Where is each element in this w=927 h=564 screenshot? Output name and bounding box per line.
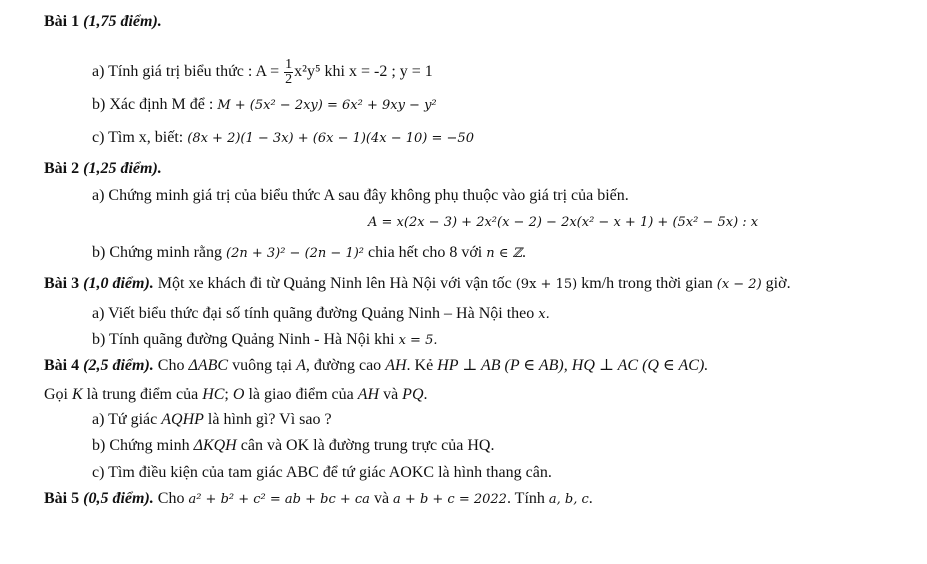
- bai4-a: [92, 410, 332, 430]
- bai3-a-label: a) Viết biểu thức đại số tính quãng đường Quảng Ninh – Hà Nội theo: [92, 305, 539, 322]
- bai1-a-rhs: x²y⁵: [294, 63, 321, 81]
- bai3-a-var: x.: [538, 307, 550, 322]
- bai4-a-rest: là hình gì? Vì sao ?: [203, 411, 332, 428]
- bai4-line2f: .: [423, 386, 428, 403]
- bai4-hc: HC: [202, 386, 225, 403]
- bai1-a-label: a) Tính giá trị biểu thức :: [92, 63, 256, 81]
- bai1-a-frac-den: 2: [285, 72, 293, 87]
- bai4-points: (2,5 điểm).: [83, 357, 154, 374]
- bai4-b-label: b) Chứng minh: [92, 437, 194, 454]
- bai4-intro3: , đường cao: [305, 357, 386, 374]
- bai5-points: (0,5 điểm).: [83, 490, 154, 507]
- bai1-b: [92, 95, 437, 116]
- bai4-line2d: là giao điểm của: [244, 386, 358, 403]
- bai4-line2: [44, 385, 428, 405]
- bai1-b-expr: M + (5x² − 2xy) = 6x² + 9xy − y²: [217, 98, 437, 113]
- bai1-c-expr: (8x + 2)(1 − 3x) + (6x − 1)(4x − 10) = −50: [187, 131, 474, 146]
- bai4-title: Bài 4: [44, 357, 80, 374]
- bai1-title: Bài 1: [44, 13, 80, 30]
- bai4-heading: [44, 356, 708, 376]
- bai4-c-label: c) Tìm điều kiện của tam giác ABC để tứ giác AOKC là hình thang cân.: [92, 464, 552, 481]
- bai1-a-cond: khi x = -2 ; y = 1: [320, 63, 433, 81]
- bai5-heading: [44, 489, 593, 510]
- bai1-a-lhs: A =: [255, 63, 284, 81]
- bai3-b-cond: x = 5.: [398, 333, 438, 348]
- bai2-b-expr: (2n + 3)² − (2n − 1)²: [226, 246, 365, 261]
- bai4-line2a: Gọi: [44, 386, 72, 403]
- bai2-b-end: .: [521, 244, 526, 261]
- bai1-points: (1,75 điểm).: [83, 13, 162, 30]
- bai2-b-label: b) Chứng minh rằng: [92, 244, 226, 261]
- bai1-c: [92, 128, 474, 149]
- bai2-heading: [44, 159, 162, 179]
- bai2-a-expr: A = x(2x − 3) + 2x²(x − 2) − 2x(x² − x + 1) + (5x² − 5x) : x: [368, 215, 759, 230]
- bai2-a-label: a) Chứng minh giá trị của biểu thức A sau đây không phụ thuộc vào giá trị của biến.: [92, 187, 629, 204]
- bai4-intro1: Cho: [153, 357, 189, 374]
- bai4-line2b: là trung điểm của: [82, 386, 203, 403]
- bai4-aqhp: AQHP: [161, 411, 204, 428]
- bai4-kqh: ΔKQH: [193, 437, 237, 454]
- bai4-pq: PQ: [402, 386, 424, 403]
- bai4-triangle: ΔABC: [188, 357, 229, 374]
- bai1-a-fraction: [284, 58, 293, 87]
- bai5-expr1: a² + b² + c² = ab + bc + ca: [188, 492, 370, 507]
- bai5-title: Bài 5: [44, 490, 80, 507]
- bai3-time: (x − 2): [716, 277, 762, 292]
- bai5-intro: Cho: [153, 490, 189, 507]
- bai4-intro4: . Kẻ: [406, 357, 438, 374]
- bai4-b: [92, 436, 494, 456]
- bai5-and: và: [369, 490, 394, 507]
- bai3-points: (1,0 điểm).: [83, 275, 154, 292]
- bai4-b-rest: cân và OK là đường trung trực của HQ.: [236, 437, 495, 454]
- bai4-ah: AH: [385, 357, 407, 374]
- bai3-intro1: Một xe khách đi từ Quảng Ninh lên Hà Nội với vận tốc: [153, 275, 516, 292]
- bai2-b-mid: chia hết cho 8 với: [364, 244, 487, 261]
- bai3-b-label: b) Tính quãng đường Quảng Ninh - Hà Nội khi: [92, 331, 399, 348]
- bai2-points: (1,25 điểm).: [83, 160, 162, 177]
- bai4-intro2: vuông tại: [228, 357, 297, 374]
- bai1-c-label: c) Tìm x, biết:: [92, 129, 188, 146]
- bai1-a: [92, 58, 433, 87]
- bai2-a-expr-line: [368, 212, 758, 233]
- bai4-line2c: ;: [224, 386, 233, 403]
- bai5-expr2: a + b + c = 2022: [393, 492, 507, 507]
- bai1-b-label: b) Xác định M để :: [92, 96, 218, 113]
- bai5-end: .: [588, 490, 593, 507]
- bai3-speed: (9x + 15): [515, 277, 578, 292]
- bai5-mid: . Tính: [506, 490, 549, 507]
- bai3-heading: [44, 274, 791, 295]
- bai3-title: Bài 3: [44, 275, 80, 292]
- bai2-b: [92, 243, 526, 264]
- bai4-k: K: [72, 386, 83, 403]
- bai3-intro2: km/h trong thời gian: [577, 275, 717, 292]
- bai4-perp: HP ⊥ AB (P ∈ AB), HQ ⊥ AC (Q ∈ AC).: [437, 357, 709, 374]
- bai3-a: [92, 304, 550, 325]
- bai3-intro3: giờ.: [761, 275, 791, 292]
- bai2-b-cond: n ∈ ℤ: [486, 246, 522, 261]
- bai4-a-label: a) Tứ giác: [92, 411, 162, 428]
- bai4-c: [92, 463, 552, 483]
- bai1-heading: [44, 12, 162, 32]
- bai4-point-a: A: [296, 357, 306, 374]
- bai4-line2e: và: [379, 386, 403, 403]
- bai4-ah2: AH: [357, 386, 380, 403]
- bai4-o: O: [232, 386, 245, 403]
- bai2-title: Bài 2: [44, 160, 80, 177]
- bai1-a-frac-num: 1: [285, 57, 293, 72]
- bai3-b: [92, 330, 437, 351]
- bai5-vars: a, b, c: [548, 492, 589, 507]
- bai2-a: [92, 186, 629, 206]
